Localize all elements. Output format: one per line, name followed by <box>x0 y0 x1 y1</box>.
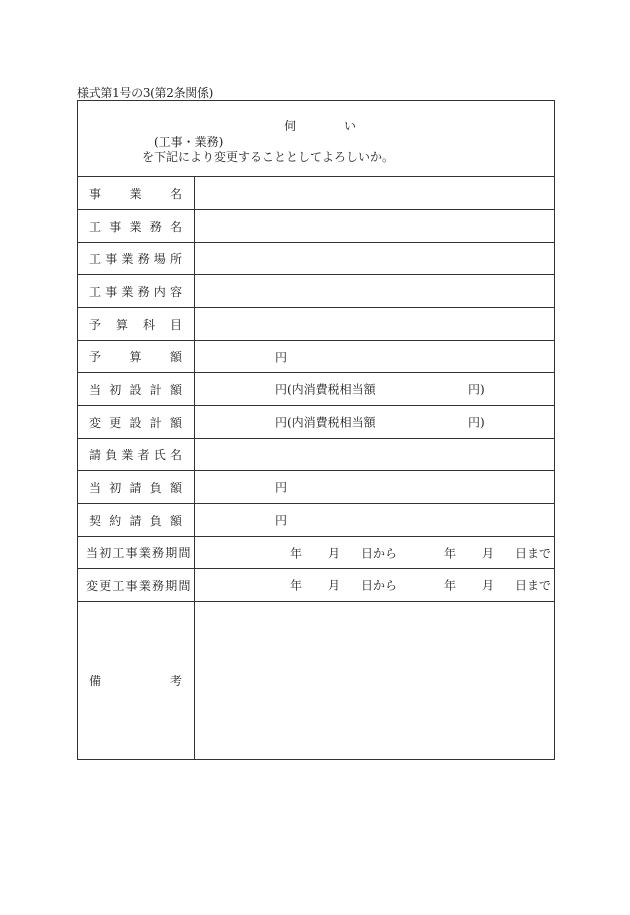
row-work-name <box>78 210 554 243</box>
month-unit: 月 <box>328 578 341 593</box>
row-label: 予算額 <box>89 350 182 364</box>
initial-design-amount-field[interactable] <box>195 373 554 405</box>
row-label: 工事業務内容 <box>89 284 182 299</box>
project-name-field[interactable] <box>195 177 554 209</box>
month-unit: 月 <box>328 546 341 560</box>
tax-yen-unit: 円) <box>468 382 485 397</box>
row-label: 事業名 <box>89 186 182 201</box>
row-label: 工事業務場所 <box>89 252 182 266</box>
yen-unit: 円 <box>275 415 288 430</box>
row-remarks <box>78 602 554 759</box>
year-unit: 年 <box>290 546 303 560</box>
initial-contract-amount-field[interactable] <box>195 471 554 503</box>
row-label: 当初工事業務期間 <box>86 546 190 560</box>
initial-period-field[interactable] <box>195 537 554 568</box>
row-contractor-name <box>78 439 554 471</box>
row-initial-design-amount <box>78 373 554 406</box>
tax-amount-label: (内消費税相当額 <box>287 415 376 430</box>
work-location-field[interactable] <box>195 243 554 274</box>
day-from-unit: 日から <box>361 578 398 593</box>
work-name-field[interactable] <box>195 210 554 242</box>
row-label: 請負業者氏名 <box>89 448 182 462</box>
row-project-name <box>78 177 554 210</box>
row-label: 契約請負額 <box>89 513 182 528</box>
budget-amount-field[interactable] <box>195 341 554 372</box>
yen-unit: 円 <box>275 480 288 495</box>
work-content-field[interactable] <box>195 275 554 307</box>
request-sentence: を下記により変更することとしてよろしいか。 <box>142 150 395 164</box>
contractor-name-field[interactable] <box>195 439 554 470</box>
year-unit: 年 <box>444 546 457 560</box>
tax-yen-unit: 円) <box>468 415 485 430</box>
row-label: 備考 <box>89 674 182 688</box>
year-unit: 年 <box>444 578 457 593</box>
year-unit: 年 <box>290 578 303 593</box>
day-to-unit: 日まで <box>515 578 552 593</box>
row-label: 予算科目 <box>89 317 182 332</box>
yen-unit: 円 <box>275 350 288 364</box>
form-header <box>78 101 554 177</box>
yen-unit: 円 <box>275 513 288 528</box>
contract-amount-field[interactable] <box>195 504 554 536</box>
row-changed-design-amount <box>78 406 554 439</box>
yen-unit: 円 <box>275 382 288 397</box>
row-work-content <box>78 275 554 308</box>
row-work-location <box>78 243 554 275</box>
tax-amount-label: (内消費税相当額 <box>287 382 376 397</box>
form-number-label: 様式第1号の3(第2条関係) <box>77 86 214 100</box>
month-unit: 月 <box>482 546 495 560</box>
row-budget-item <box>78 308 554 341</box>
row-initial-contract-amount <box>78 471 554 504</box>
work-type-label: (工事・業務) <box>154 135 224 149</box>
row-label: 工事業務名 <box>89 219 182 234</box>
changed-design-amount-field[interactable] <box>195 406 554 438</box>
changed-period-field[interactable] <box>195 569 554 601</box>
budget-item-field[interactable] <box>195 308 554 340</box>
day-from-unit: 日から <box>361 546 398 560</box>
row-label: 変更工事業務期間 <box>86 578 190 593</box>
row-initial-period <box>78 537 554 569</box>
row-label: 変更設計額 <box>89 415 182 430</box>
inquiry-title: 伺 い <box>284 119 357 133</box>
row-contract-amount <box>78 504 554 537</box>
row-label: 当初請負額 <box>89 480 182 495</box>
row-budget-amount <box>78 341 554 373</box>
change-approval-form <box>77 100 555 760</box>
month-unit: 月 <box>482 578 495 593</box>
row-label: 当初設計額 <box>89 382 182 397</box>
day-to-unit: 日まで <box>515 546 552 560</box>
row-changed-period <box>78 569 554 602</box>
remarks-field[interactable] <box>195 602 554 759</box>
